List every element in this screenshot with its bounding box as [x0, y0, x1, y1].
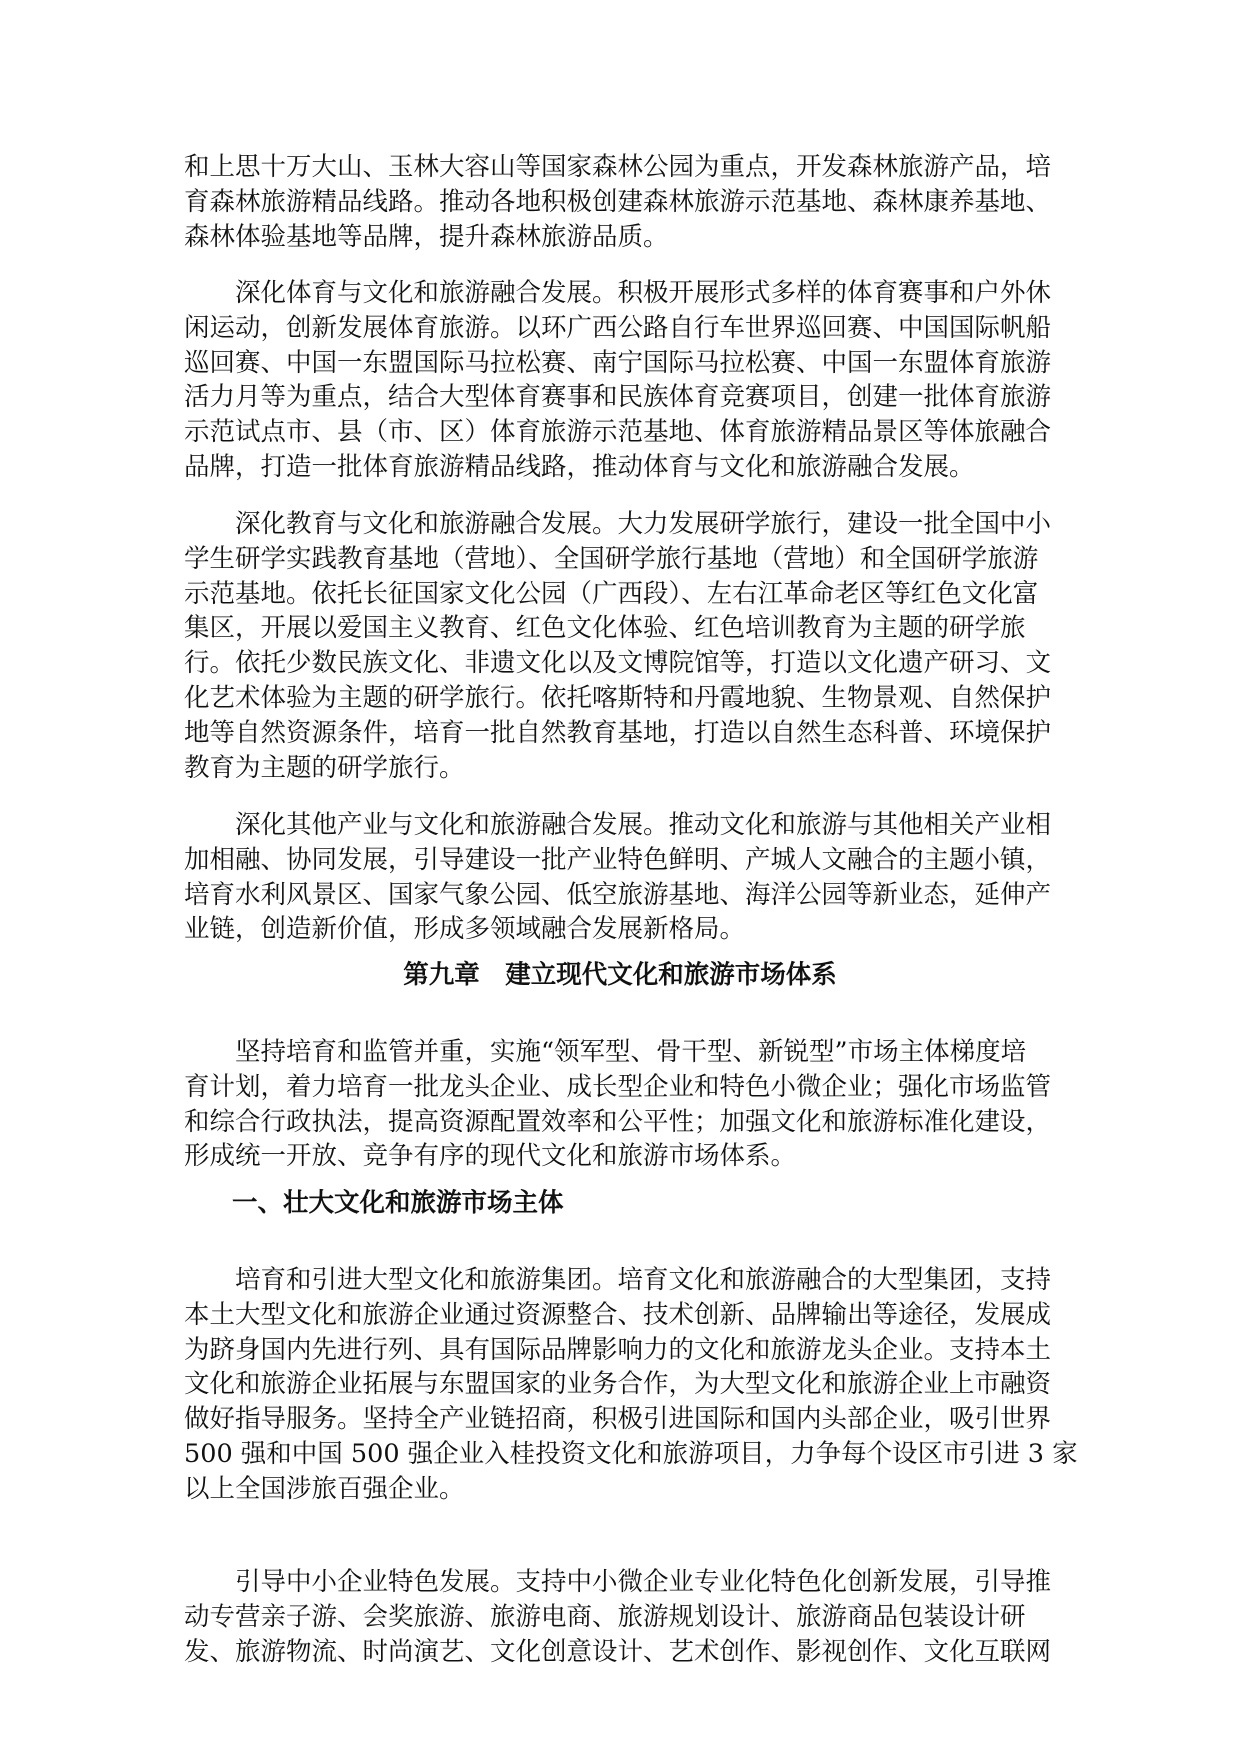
text-line: 巡回赛、中国一东盟国际马拉松赛、南宁国际马拉松赛、中国一东盟体育旅游 — [184, 347, 1052, 378]
text-line: 为跻身国内先进行列、具有国际品牌影响力的文化和旅游龙头企业。支持本土 — [184, 1334, 1052, 1365]
text-line: 和上思十万大山、玉林大容山等国家森林公园为重点，开发森林旅游产品，培 — [184, 152, 1052, 182]
paragraph-other-industries — [184, 808, 1056, 947]
text-line: 加相融、协同发展，引导建设一批产业特色鲜明、产城人文融合的主题小镇， — [184, 844, 1052, 875]
text-line: 动专营亲子游、会奖旅游、旅游电商、旅游规划设计、旅游商品包装设计研 — [184, 1601, 1026, 1632]
text-line: 形成统一开放、竞争有序的现代文化和旅游市场体系。 — [184, 1141, 797, 1172]
paragraph-sme-development — [184, 1565, 1056, 1669]
text-line: 示范基地。依托长征国家文化公园（广西段）、左右江革命老区等红色文化富 — [184, 578, 1039, 609]
text-line: 化艺术体验为主题的研学旅行。依托喀斯特和丹霞地貌、生物景观、自然保护 — [184, 682, 1052, 713]
text-line: 育计划，着力培育一批龙头企业、成长型企业和特色小微企业；强化市场监管 — [184, 1071, 1052, 1102]
chapter-title: 第九章 建立现代文化和旅游市场体系 — [403, 960, 837, 990]
text-line: 业链，创造新价值，形成多领域融合发展新格局。 — [184, 914, 746, 945]
section-title: 一、壮大文化和旅游市场主体 — [232, 1188, 564, 1218]
chapter-intro-paragraph — [184, 1035, 1056, 1174]
text-line: 地等自然资源条件，培育一批自然教育基地，打造以自然生态科普、环境保护 — [184, 717, 1052, 748]
text-line: 和综合行政执法，提高资源配置效率和公平性；加强文化和旅游标准化建设， — [184, 1106, 1052, 1137]
text-line: 培育和引进大型文化和旅游集团。培育文化和旅游融合的大型集团，支持 — [184, 1265, 1052, 1295]
text-line: 500 强和中国 500 强企业入桂投资文化和旅游项目，力争每个设区市引进 3 家 — [184, 1438, 1078, 1469]
text-line: 教育为主题的研学旅行。 — [184, 752, 465, 783]
text-line: 发、旅游物流、时尚演艺、文化创意设计、艺术创作、影视创作、文化互联网 — [184, 1636, 1052, 1667]
paragraph-forest-tourism — [184, 150, 1056, 254]
text-line: 活力月等为重点，结合大型体育赛事和民族体育竞赛项目，创建一批体育旅游 — [184, 382, 1052, 413]
text-line: 集区，开展以爱国主义教育、红色文化体验、红色培训教育为主题的研学旅 — [184, 613, 1026, 644]
text-line: 深化体育与文化和旅游融合发展。积极开展形式多样的体育赛事和户外休 — [184, 278, 1052, 308]
paragraph-education-tourism — [184, 507, 1056, 785]
text-line: 深化其他产业与文化和旅游融合发展。推动文化和旅游与其他相关产业相 — [184, 810, 1052, 840]
text-line: 本土大型文化和旅游企业通过资源整合、技术创新、品牌输出等途径，发展成 — [184, 1299, 1052, 1330]
paragraph-sports-tourism — [184, 276, 1056, 485]
text-line: 行。依托少数民族文化、非遗文化以及文博院馆等，打造以文化遗产研习、文 — [184, 648, 1052, 679]
text-line: 引导中小企业特色发展。支持中小微企业专业化特色化创新发展，引导推 — [184, 1567, 1052, 1597]
text-line: 学生研学实践教育基地（营地）、全国研学旅行基地（营地）和全国研学旅游 — [184, 543, 1039, 574]
text-line: 闲运动，创新发展体育旅游。以环广西公路自行车世界巡回赛、中国国际帆船 — [184, 312, 1052, 343]
text-line: 深化教育与文化和旅游融合发展。大力发展研学旅行，建设一批全国中小 — [184, 509, 1052, 539]
text-line: 以上全国涉旅百强企业。 — [184, 1473, 465, 1504]
text-line: 森林体验基地等品牌，提升森林旅游品质。 — [184, 221, 669, 252]
paragraph-large-groups — [184, 1263, 1078, 1507]
text-line: 坚持培育和监管并重，实施“领军型、骨干型、新锐型”市场主体梯度培 — [184, 1037, 1027, 1067]
text-line: 育森林旅游精品线路。推动各地积极创建森林旅游示范基地、森林康养基地、 — [184, 186, 1052, 217]
text-line: 做好指导服务。坚持全产业链招商，积极引进国际和国内头部企业，吸引世界 — [184, 1404, 1052, 1435]
text-line: 文化和旅游企业拓展与东盟国家的业务合作，为大型文化和旅游企业上市融资 — [184, 1369, 1052, 1400]
text-line: 品牌，打造一批体育旅游精品线路，推动体育与文化和旅游融合发展。 — [184, 451, 975, 482]
text-line: 示范试点市、县（市、区）体育旅游示范基地、体育旅游精品景区等体旅融合 — [184, 417, 1052, 448]
text-line: 培育水利风景区、国家气象公园、低空旅游基地、海洋公园等新业态，延伸产 — [184, 879, 1052, 910]
